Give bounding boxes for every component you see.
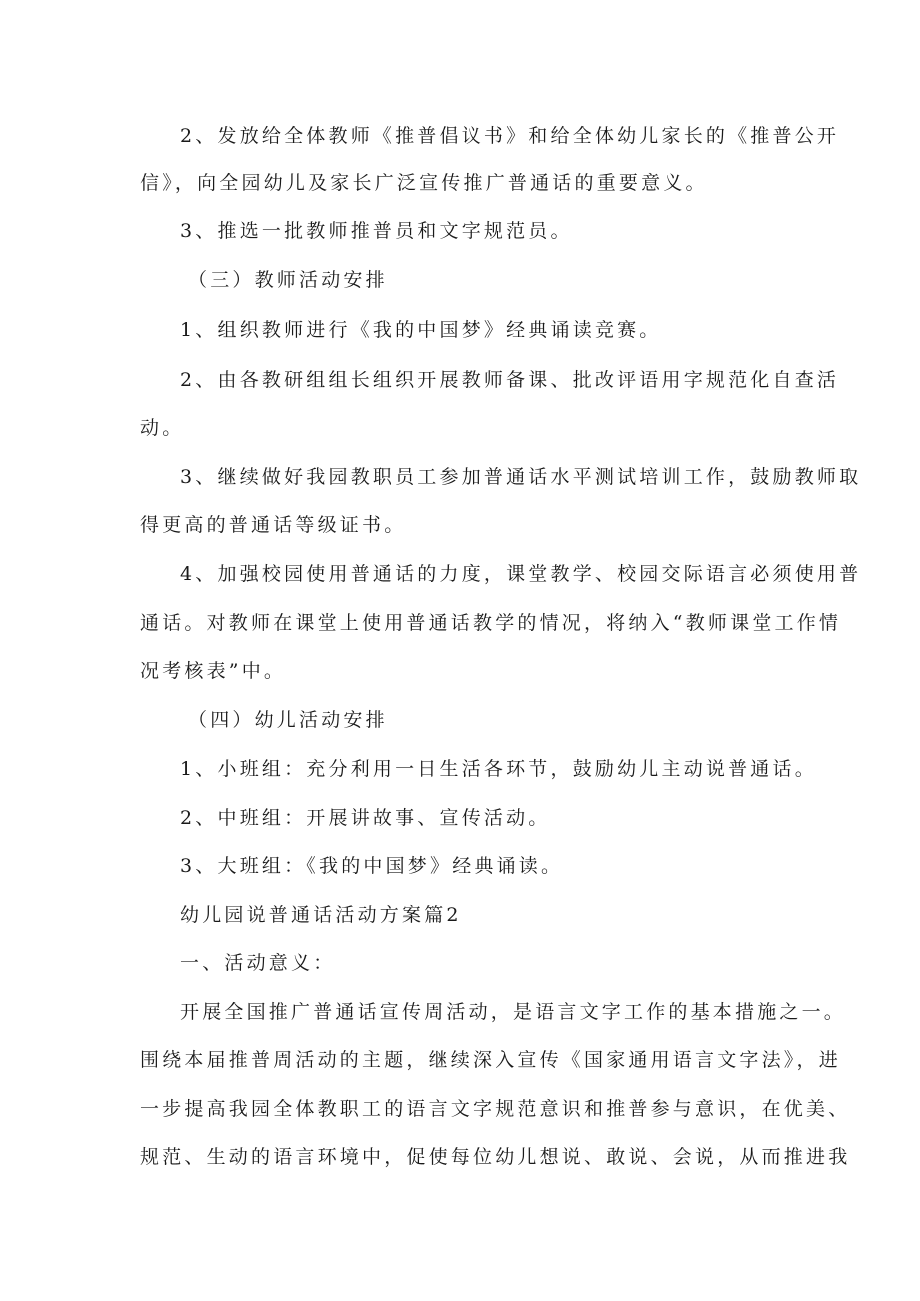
text-line: 2、中班组：开展讲故事、宣传活动。 — [180, 807, 551, 829]
text-line: 2、由各教研组组长组织开展教师备课、批改评语用字规范化自查活 — [180, 369, 840, 391]
text-line: 动。 — [140, 417, 185, 439]
text-line: 开展全国推广普通话宣传周活动，是语言文字工作的基本措施之一。 — [180, 1001, 847, 1023]
section-heading: （四）幼儿活动安排 — [188, 709, 388, 731]
text-line: 1、组织教师进行《我的中国梦》经典诵读竞赛。 — [180, 319, 662, 341]
text-line: 规范、生动的语言环境中，促使每位幼儿想说、敢说、会说，从而推进我 — [140, 1146, 851, 1168]
text-line: 3、推选一批教师推普员和文字规范员。 — [180, 220, 573, 242]
text-line: 得更高的普通话等级证书。 — [140, 514, 407, 536]
text-line: 信》，向全园幼儿及家长广泛宣传推广普通话的重要意义。 — [140, 172, 708, 194]
text-line: 通话。对教师在课堂上使用普通话教学的情况，将纳入“教师课堂工作情 — [140, 612, 842, 634]
text-line: 况考核表”中。 — [140, 660, 287, 682]
text-line: 2、发放给全体教师《推普倡议书》和给全体幼儿家长的《推普公开 — [180, 125, 840, 147]
section-heading: 一、活动意义： — [180, 952, 336, 974]
text-line: 一步提高我园全体教职工的语言文字规范意识和推普参与意识，在优美、 — [140, 1098, 851, 1120]
article-title: 幼儿园说普通话活动方案篇2 — [180, 904, 462, 926]
text-line: 3、继续做好我园教职员工参加普通话水平测试培训工作，鼓励教师取 — [180, 466, 862, 488]
text-line: 3、大班组：《我的中国梦》经典诵读。 — [180, 855, 564, 877]
section-heading: （三）教师活动安排 — [188, 269, 388, 291]
text-line: 1、小班组：充分利用一日生活各环节，鼓励幼儿主动说普通话。 — [180, 758, 817, 780]
text-line: 围绕本届推普周活动的主题，继续深入宣传《国家通用语言文字法》，进 — [140, 1049, 841, 1071]
text-line: 4、加强校园使用普通话的力度，课堂教学、校园交际语言必须使用普 — [180, 563, 862, 585]
